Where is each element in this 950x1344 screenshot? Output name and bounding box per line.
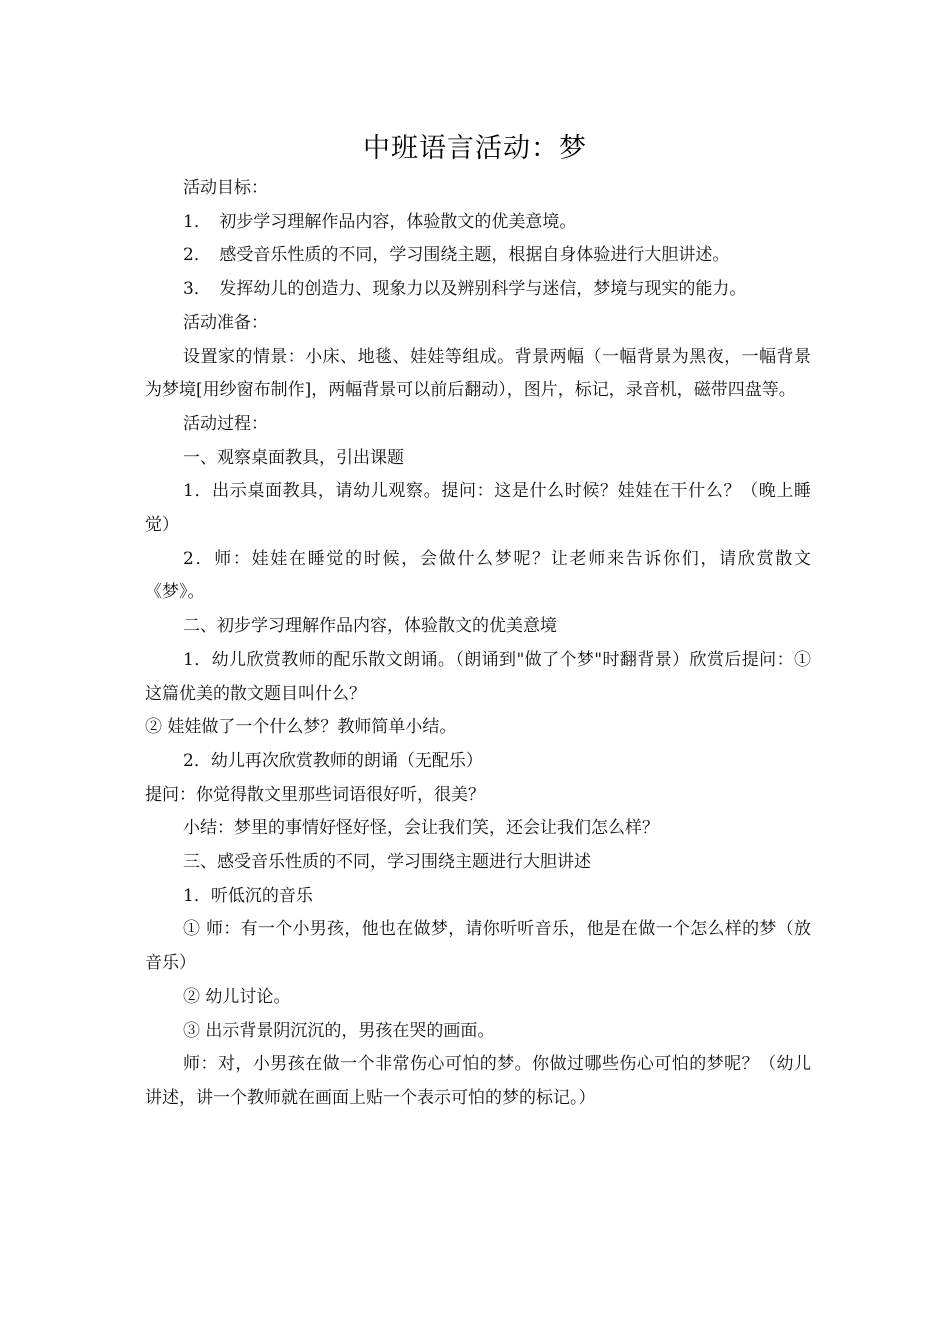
paragraph-step-2-2: 2．幼儿再次欣赏教师的朗诵（无配乐）	[183, 750, 483, 771]
paragraph-goal-2: 2． 感受音乐性质的不同，学习围绕主题，根据自身体验进行大胆讲述。	[183, 245, 730, 266]
paragraph-section-3: 三、感受音乐性质的不同，学习围绕主题进行大胆讲述	[183, 852, 591, 873]
paragraph-step-3-1-a: ① 师：有一个小男孩，他也在做梦，请你听听音乐，他是在做一个怎么样的梦（放音乐）	[145, 919, 811, 974]
page-title: 中班语言活动：梦	[363, 133, 587, 164]
paragraph-step-3-1-b: ② 幼儿讨论。	[183, 986, 291, 1007]
paragraph-step-1-2: 2．师：娃娃在睡觉的时候，会做什么梦呢？让老师来告诉你们，请欣赏散文《梦》。	[145, 548, 811, 603]
paragraph-process-heading: 活动过程：	[183, 413, 268, 434]
paragraph-section-2: 二、初步学习理解作品内容，体验散文的优美意境	[183, 616, 557, 637]
paragraph-step-3-1: 1．听低沉的音乐	[183, 885, 313, 906]
paragraph-prep-details: 设置家的情景：小床、地毯、娃娃等组成。背景两幅（一幅背景为黑夜，一幅背景为梦境[用纱窗布制作]，两幅背景可以前后翻动），图片，标记，录音机，磁带四盘等。	[145, 346, 811, 401]
paragraph-step-2-2-question: 提问：你觉得散文里那些词语很好听，很美？	[145, 784, 485, 805]
paragraph-summary: 小结：梦里的事情好怪好怪，会让我们笑，还会让我们怎么样？	[183, 818, 659, 839]
paragraph-goal-1: 1． 初步学习理解作品内容，体验散文的优美意境。	[183, 211, 577, 232]
paragraph-step-1-1: 1．出示桌面教具，请幼儿观察。提问：这是什么时候？娃娃在干什么？（晚上睡觉）	[145, 481, 811, 536]
paragraph-goal-3: 3． 发挥幼儿的创造力、现象力以及辨别科学与迷信，梦境与现实的能力。	[183, 279, 747, 300]
paragraph-step-2-1-q2: ② 娃娃做了一个什么梦？教师简单小结。	[145, 717, 457, 738]
paragraph-section-1: 一、观察桌面教具，引出课题	[183, 447, 404, 468]
paragraph-prep-heading: 活动准备：	[183, 312, 268, 333]
document-body	[145, 172, 811, 1116]
paragraph-step-2-1: 1．幼儿欣赏教师的配乐散文朗诵。（朗诵到"做了个梦"时翻背景）欣赏后提问：①这篇优美的散文题目叫什么？	[145, 649, 811, 704]
paragraph-step-3-1-d: 师：对，小男孩在做一个非常伤心可怕的梦。你做过哪些伤心可怕的梦呢？（幼儿讲述，讲一个教师就在画面上贴一个表示可怕的梦的标记。）	[145, 1054, 811, 1108]
paragraph-step-3-1-c: ③ 出示背景阴沉沉的，男孩在哭的画面。	[183, 1020, 495, 1041]
paragraph-goals-heading: 活动目标：	[183, 178, 268, 198]
